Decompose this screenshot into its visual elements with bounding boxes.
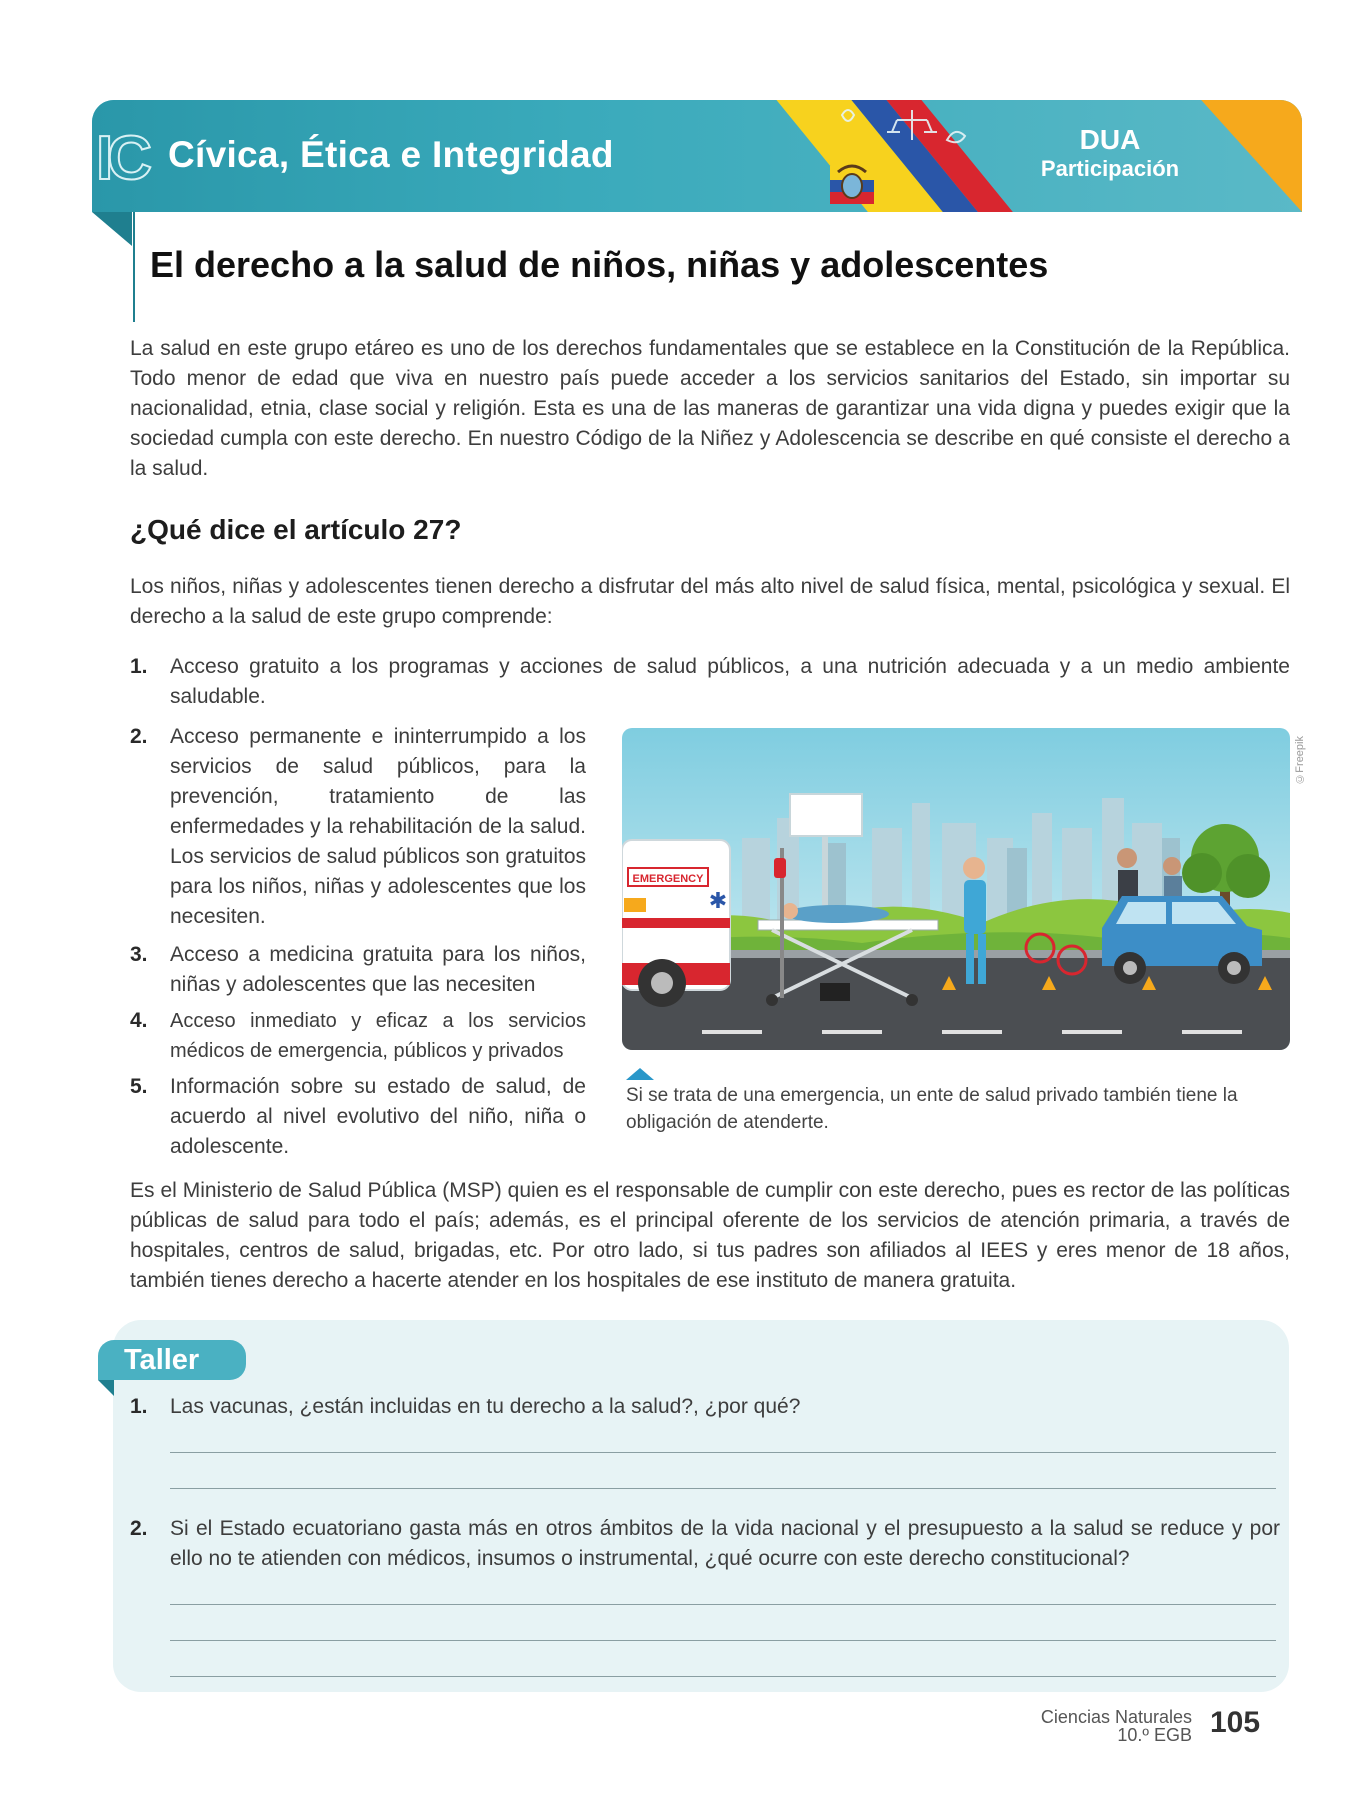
closing-paragraph: Es el Ministerio de Salud Pública (MSP) quien es el responsable de cumplir con este derecho, pues es rector de las políticas públicas de salud para todo el país; además, es el principal oferente de los servicios de atención primaria, a través de hospitales, centros de salud, brigadas, etc. Por otro lado, si tus padres son afiliados al IEES y eres menor de 18 años, también tienes derecho a hacerte atender en los hospitales de ese instituto de manera gratuita. bbox=[130, 1179, 1290, 1292]
caption-marker-icon bbox=[626, 1068, 654, 1080]
title-accent-bar bbox=[133, 212, 135, 322]
list-item bbox=[130, 1072, 586, 1162]
list-number: 4. bbox=[130, 1009, 148, 1032]
subject-logo-icon: IC bbox=[96, 124, 146, 193]
answer-line[interactable] bbox=[170, 1676, 1276, 1677]
question-item bbox=[130, 1392, 1290, 1424]
taller-label: Taller bbox=[98, 1340, 246, 1380]
list-text: Acceso gratuito a los programas y acciones de salud públicos, a una nutrición adecuada y a un medio ambiente saludable. bbox=[170, 655, 1290, 708]
dua-sub: Participación bbox=[1040, 156, 1180, 181]
banner-fold bbox=[92, 212, 132, 246]
image-caption: Si se trata de una emergencia, un ente de salud privado también tiene la obligación de atenderte. bbox=[626, 1085, 1238, 1133]
taller-fold bbox=[98, 1380, 114, 1396]
list-number: 3. bbox=[130, 943, 148, 966]
list-text: Acceso inmediato y eficaz a los servicios médicos de emergencia, públicos y privados bbox=[170, 1010, 586, 1062]
question-text: Si el Estado ecuatoriano gasta más en otros ámbitos de la vida nacional y el presupuesto a la salud se reduce y por ello no te atienden con médicos, insumos o instrumental, ¿qué ocurre con este derecho constitucional? bbox=[170, 1517, 1280, 1570]
list-text: Acceso a medicina gratuita para los niños, niñas y adolescentes que las necesiten bbox=[170, 943, 586, 996]
page-number: 105 bbox=[1210, 1706, 1261, 1739]
footer-info bbox=[1041, 1708, 1192, 1744]
emergency-scene-illustration bbox=[622, 728, 1290, 1050]
answer-line[interactable] bbox=[170, 1488, 1276, 1489]
list-text: Acceso permanente e ininterrumpido a los servicios de salud públicos, para la prevención, tratamiento de las enfermedades y la rehabilitación de la salud. Los servicios de salud públicos son gratuitos para los niños, niñas y adolescentes que los necesiten. bbox=[170, 725, 586, 928]
image-credit: ©Freepik bbox=[1294, 736, 1306, 785]
footer-grade: 10.º EGB bbox=[1117, 1725, 1192, 1745]
intro-paragraph: La salud en este grupo etáreo es uno de los derechos fundamentales que se establece en la Constitución de la República. Todo menor de edad que viva en nuestro país puede acceder a los servicios sanitarios del Estado, sin importar su nacionalidad, etnia, clase social y religión. Esta es una de las maneras de garantizar una vida digna y puedes exigir que la sociedad cumpla con este derecho. En nuestro Código de la Niñez y Adolescencia se describe en qué consiste el derecho a la salud. bbox=[130, 337, 1290, 480]
list-item bbox=[130, 940, 586, 1000]
list-item bbox=[130, 722, 586, 932]
list-text: Información sobre su estado de salud, de acuerdo al nivel evolutivo del niño, niña o adolescente. bbox=[170, 1075, 586, 1158]
page-title: El derecho a la salud de niños, niñas y adolescentes bbox=[150, 244, 1049, 285]
ambulance-label: EMERGENCY bbox=[632, 873, 704, 885]
svg-text:✱: ✱ bbox=[708, 889, 728, 914]
list-number: 1. bbox=[130, 655, 148, 678]
list-number: 5. bbox=[130, 1075, 148, 1098]
section-title: Cívica, Ética e Integridad bbox=[168, 134, 614, 175]
article-heading: ¿Qué dice el artículo 27? bbox=[130, 514, 462, 545]
answer-line[interactable] bbox=[170, 1640, 1276, 1641]
dua-badge bbox=[1030, 124, 1190, 182]
question-number: 2. bbox=[130, 1517, 148, 1540]
question-item bbox=[130, 1514, 1290, 1576]
dua-label: DUA bbox=[1079, 124, 1141, 155]
answer-line[interactable] bbox=[170, 1604, 1276, 1605]
answer-line[interactable] bbox=[170, 1452, 1276, 1453]
taller-panel bbox=[113, 1320, 1289, 1692]
question-number: 1. bbox=[130, 1395, 148, 1418]
list-number: 2. bbox=[130, 725, 148, 748]
footer-subject: Ciencias Naturales bbox=[1040, 1707, 1192, 1727]
article-lead: Los niños, niñas y adolescentes tienen derecho a disfrutar del más alto nivel de salud física, mental, psicológica y sexual. El derecho a la salud de este grupo comprende: bbox=[130, 575, 1290, 628]
list-item bbox=[130, 652, 1290, 712]
question-text: Las vacunas, ¿están incluidas en tu derecho a la salud?, ¿por qué? bbox=[170, 1395, 801, 1418]
list-item bbox=[130, 1006, 586, 1066]
